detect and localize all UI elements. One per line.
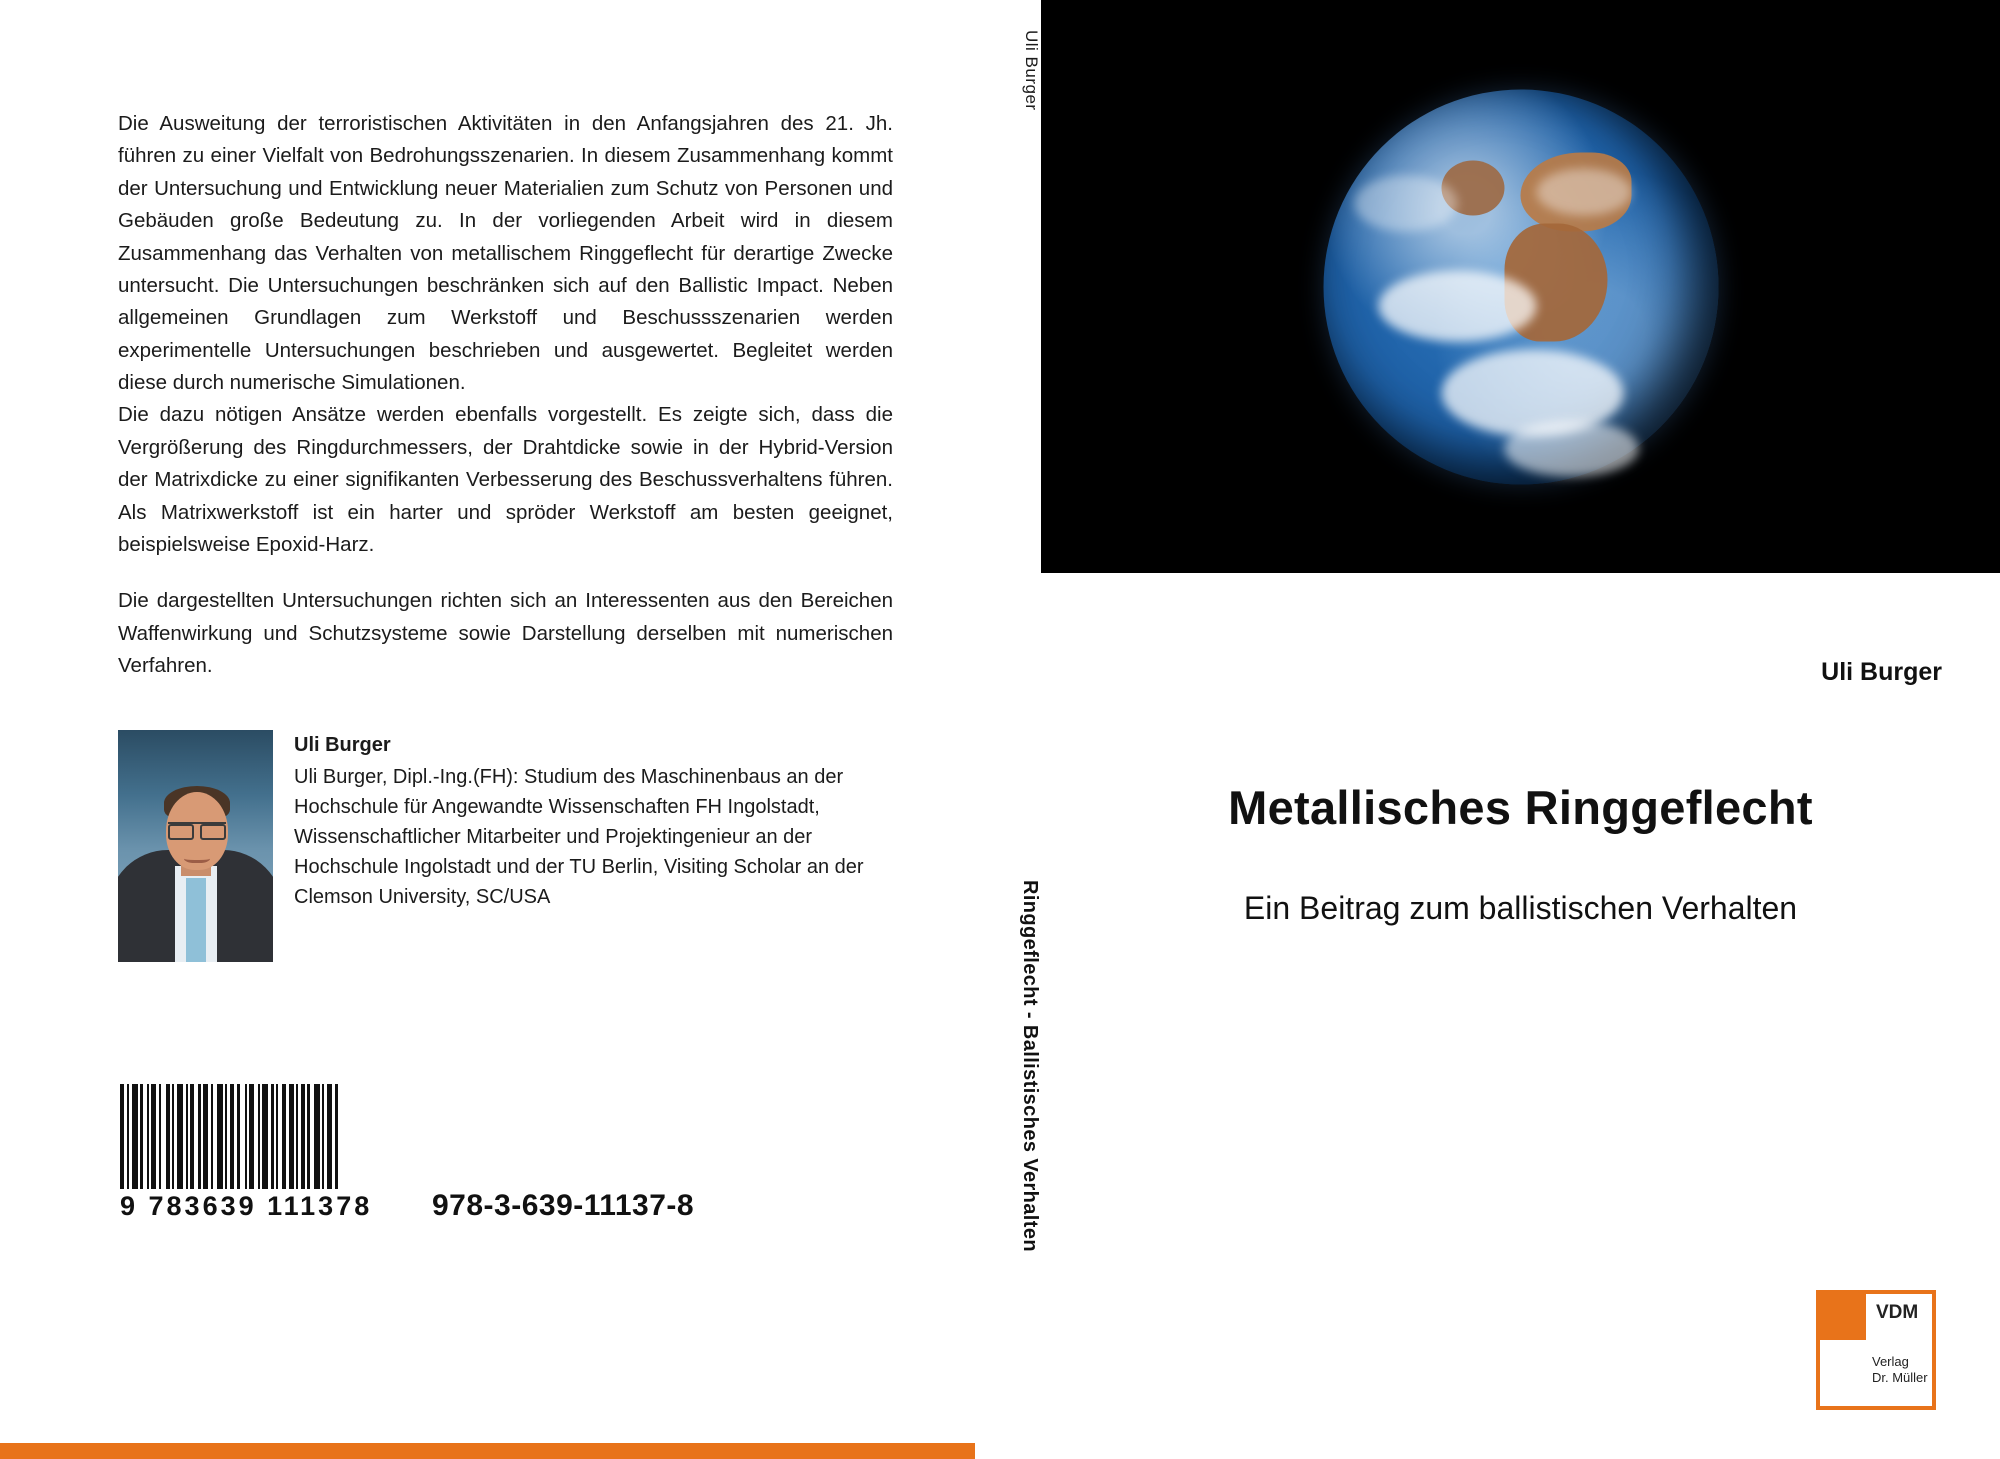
publisher-logo [1816,1290,1936,1410]
spine-author: Uli Burger [1022,30,1041,111]
publisher-logo-square [1820,1294,1866,1340]
publisher-imprint [1872,1354,1928,1387]
front-cover-title: Metallisches Ringgeflecht [1228,781,1813,834]
publisher-imprint-line1: Verlag [1872,1354,1909,1369]
portrait-mouth [184,852,210,863]
blurb-paragraph-1: Die Ausweitung der terroristischen Aktivitäten in den Anfangsjahren des 21. Jh. führen zu einer Vielfalt von Bedrohungsszenarien. In diesem Zusammenhang kommt der Untersuchung und Entwicklung neuer Materialien zum Schutz von Personen und Gebäuden große Bedeutung zu. In der vorliegenden Arbeit wird in diesem Zusammenhang das Verhalten von metallischem Ringgeflecht für derartige Zwecke untersucht. Die Untersuchungen beschränken sich auf den Ballistic Impact. Neben allgemeinen Grundlagen zum Werkstoff und Beschussszenarien werden experimentelle Untersuchungen beschrieben und ausgewertet. Begleitet werden diese durch numerische Simulationen. [118,112,893,394]
blurb-paragraph-2: Die dazu nötigen Ansätze werden ebenfalls vorgestellt. Es zeigte sich, dass die Vergrößerung des Ringdurchmessers, der Drahtdicke sowie in der Hybrid-Version der Matrixdicke zu einer signifikanten Verbesserung des Beschussverhaltens führen. Als Matrixwerkstoff ist ein harter und spröder Werkstoff am besten geeignet, beispielsweise Epoxid-Harz. [118,403,893,556]
author-bio-body: Uli Burger, Dipl.-Ing.(FH): Studium des Maschinenbaus an der Hochschule für Angewandte Wissenschaften FH Ingolstadt, Wissenschaftlicher Mitarbeiter und Projektingenieur an der Hochschule Ingolstadt und der TU Berlin, Visiting Scholar an der Clemson University, SC/USA [294,766,864,908]
isbn-text: 978-3-639-11137-8 [432,1189,695,1222]
front-cover-panel [1041,0,2000,1459]
author-bio-name: Uli Burger [294,734,391,756]
cloud-band-north [1355,176,1458,231]
cloud-band-equator [1378,271,1536,342]
barcode-block [120,1084,740,1222]
back-cover-blurb [118,108,893,682]
spine-panel [975,0,1041,1459]
spine-title: Ringgeflecht - Ballistisches Verhalten [1019,880,1041,1252]
cloud-band-northeast [1536,168,1631,215]
barcode-digits: 9 783639 111378 [120,1191,373,1221]
cloud-band-polar [1505,421,1639,476]
portrait-glasses [168,822,226,837]
blurb-paragraph-3: Die dargestellten Untersuchungen richten sich an Interessenten aus den Bereichen Waffenwirkung und Schutzsysteme sowie Darstellung derselben mit numerischen Verfahren. [118,589,893,677]
earth-photo [1041,0,2000,573]
barcode-bars [120,1084,398,1189]
front-cover-author: Uli Burger [1821,658,1942,686]
portrait-tie [186,878,206,962]
author-portrait-photo [118,730,273,962]
accent-bar [0,1443,975,1459]
publisher-imprint-line2: Dr. Müller [1872,1370,1928,1386]
back-cover-panel [0,0,975,1459]
earth-globe [1323,89,1718,484]
front-cover-subtitle: Ein Beitrag zum ballistischen Verhalten [1243,890,1798,926]
author-bio-text [294,730,894,912]
publisher-name: VDM [1876,1302,1919,1323]
